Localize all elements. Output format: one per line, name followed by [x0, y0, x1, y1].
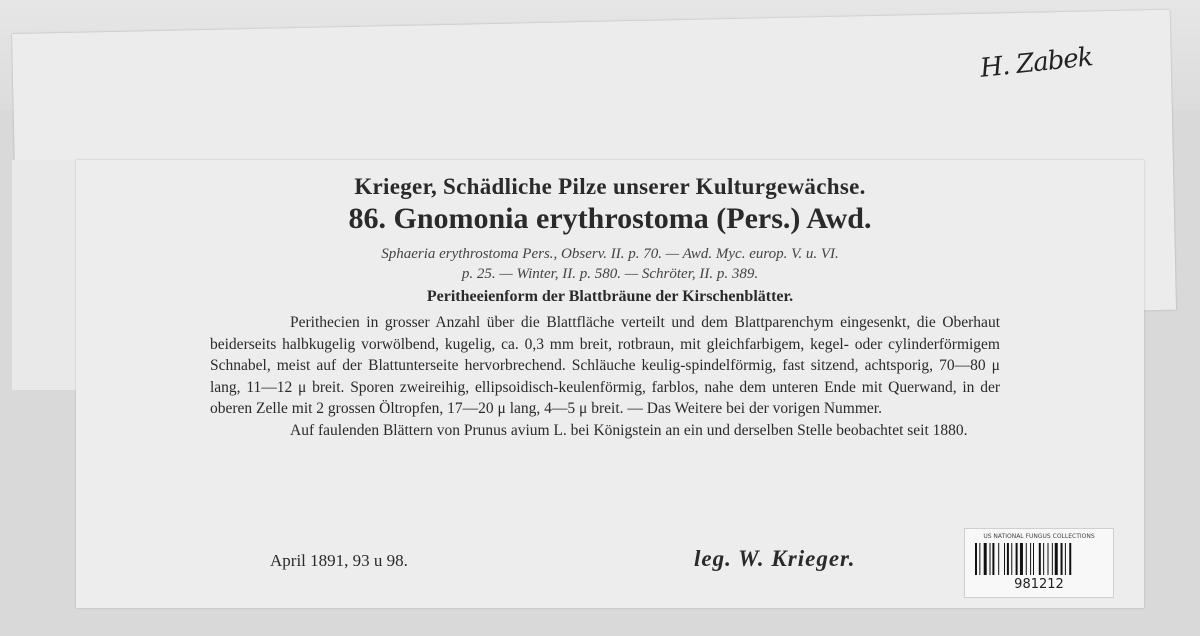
- barcode-bar: [1065, 543, 1066, 575]
- barcode-bar: [975, 543, 977, 575]
- description-paragraph: Perithecien in grosser Anzahl über die Blattfläche verteilt und dem Blattparenchym eingesenkt, die Oberhaut beiderseits halbkugelig vorwölbend, kugelig, ca. 0,3 mm breit, rotbraun, mit gleichfarbigem, kegel- oder cylinderförmigem Schnabel, meist auf der Blattunterseite hervorbrechend. Schläuche keulig-spindelförmig, fast sitzend, achtsporig, 70—80 μ lang, 11—12 μ breit. Sporen zweireihig, ellipsoidisch-keulenförmig, farblos, nahe dem unteren Ende mit Querwand, in der oberen Zelle mit 2 grossen Öltropfen, 17—20 μ lang, 4—5 μ breit. — Das Weitere bei der vorigen Nummer.: [210, 314, 1000, 418]
- barcode-bar: [990, 543, 991, 575]
- barcode-bar: [979, 543, 980, 575]
- barcode-bar: [1048, 543, 1049, 575]
- barcode-bar: [1020, 543, 1023, 575]
- barcode-bar: [998, 543, 999, 575]
- series-title: Krieger, Schädliche Pilze unserer Kulturgewächse.: [354, 174, 866, 199]
- species-name: 86. Gnomonia erythrostoma (Pers.) Awd.: [348, 202, 872, 235]
- barcode-bar: [1033, 543, 1034, 575]
- barcode-bar: [1039, 543, 1041, 575]
- locality-paragraph: Auf faulenden Blättern von Prunus avium L. bei Königstein an ein und derselben Stelle beobachtet seit 1880.: [290, 421, 968, 439]
- handwritten-signature: H. Zabek: [978, 42, 1094, 84]
- barcode-label: [964, 528, 1114, 598]
- barcode-bar: [1052, 543, 1053, 575]
- synonym-line: Sphaeria erythrostoma Pers., Observ. II. p. 70. — Awd. Myc. europ. V. u. VI.: [381, 246, 839, 262]
- barcode-number: 981212: [1014, 577, 1064, 592]
- barcode-bar: [1004, 543, 1005, 575]
- barcode-header: US NATIONAL FUNGUS COLLECTIONS: [983, 533, 1095, 540]
- barcode-bar: [992, 543, 994, 575]
- barcode-bar: [1030, 543, 1031, 575]
- label-subtitle: Peritheeienform der Blattbräune der Kirschenblätter.: [426, 288, 794, 305]
- barcode-bar: [1016, 543, 1018, 575]
- barcode-bar: [1061, 543, 1063, 575]
- barcode-bar: [1026, 543, 1027, 575]
- synonym-line: p. 25. — Winter, II. p. 580. — Schröter, II. p. 389.: [461, 266, 759, 282]
- description: [210, 312, 1000, 442]
- barcode-bar: [1007, 543, 1009, 575]
- synonyms: [210, 244, 1010, 284]
- collection-date: April 1891, 93 u 98.: [270, 551, 408, 570]
- collector: leg. W. Krieger.: [694, 546, 856, 571]
- barcode-bar: [1011, 543, 1012, 575]
- barcode-bar: [1055, 543, 1058, 575]
- barcode-bar: [1043, 543, 1044, 575]
- barcode-icon: [975, 543, 1103, 575]
- barcode-bar: [1069, 543, 1071, 575]
- barcode-bar: [984, 543, 987, 575]
